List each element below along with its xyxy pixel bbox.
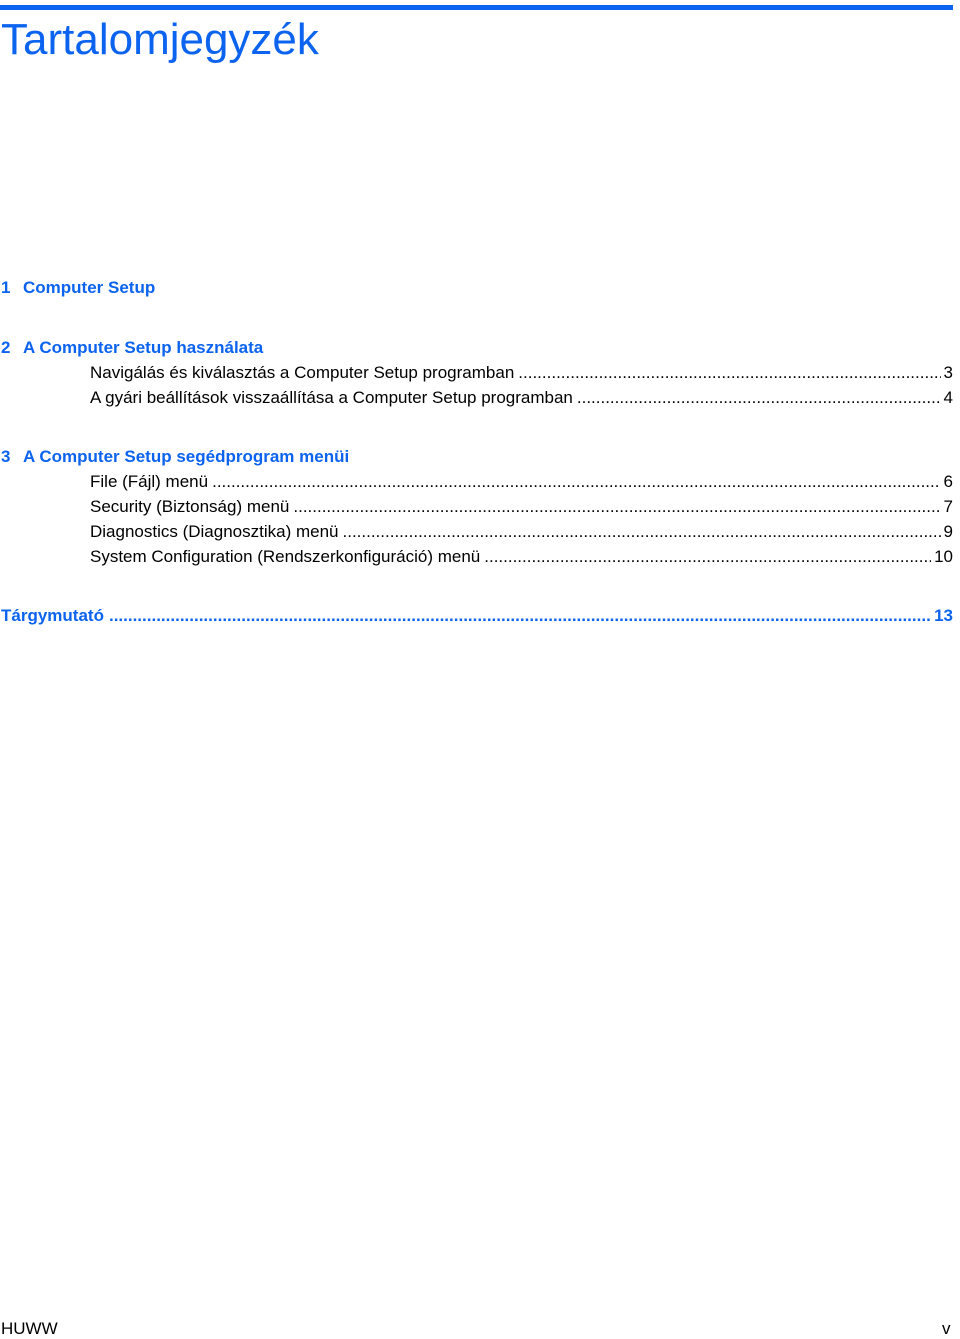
toc-entry-label: A gyári beállítások visszaállítása a Computer Setup programban bbox=[90, 388, 573, 407]
dot-leader bbox=[212, 472, 940, 492]
toc-entry-label: Security (Biztonság) menü bbox=[90, 497, 290, 516]
toc-entry-label: System Configuration (Rendszerkonfiguráció) menü bbox=[90, 547, 481, 566]
toc-entry-page: 4 bbox=[943, 388, 953, 407]
dot-leader bbox=[109, 606, 930, 626]
toc-entry-page: 3 bbox=[943, 363, 953, 382]
toc-entry-label: Navigálás és kiválasztás a Computer Setup programban bbox=[90, 363, 515, 382]
chapter-title: A Computer Setup segédprogram menüi bbox=[23, 447, 350, 466]
dot-leader bbox=[577, 388, 941, 408]
toc-entry-label: File (Fájl) menü bbox=[90, 472, 209, 491]
toc-entry[interactable] bbox=[90, 388, 953, 408]
dot-leader bbox=[293, 497, 940, 517]
toc-entry[interactable] bbox=[90, 497, 953, 517]
toc-entry-label: Diagnostics (Diagnosztika) menü bbox=[90, 522, 339, 541]
toc-entry-page: 10 bbox=[934, 547, 953, 566]
footer-doc-code: HUWW bbox=[1, 1319, 58, 1338]
footer-page-number: v bbox=[942, 1319, 951, 1338]
dot-leader bbox=[343, 522, 941, 542]
toc-entry[interactable] bbox=[90, 547, 953, 567]
dot-leader bbox=[518, 363, 940, 383]
dot-leader bbox=[484, 547, 931, 567]
toc-chapter-3[interactable] bbox=[0, 447, 953, 467]
toc-entry-page: 7 bbox=[943, 497, 953, 516]
toc-entry-page: 9 bbox=[943, 522, 953, 541]
toc-entry-page: 6 bbox=[943, 472, 953, 491]
index-label: Tárgymutató bbox=[1, 606, 104, 625]
chapter-title: A Computer Setup használata bbox=[23, 338, 264, 357]
chapter-number: 2 bbox=[1, 338, 11, 357]
toc-entry[interactable] bbox=[90, 363, 953, 383]
page-title: Tartalomjegyzék bbox=[1, 15, 319, 64]
index-page: 13 bbox=[934, 606, 953, 625]
top-rule bbox=[0, 5, 953, 10]
chapter-number: 3 bbox=[1, 447, 11, 466]
toc-chapter-2[interactable] bbox=[0, 338, 953, 358]
chapter-number: 1 bbox=[1, 278, 11, 297]
toc-entry[interactable] bbox=[90, 472, 953, 492]
toc-entry[interactable] bbox=[90, 522, 953, 542]
chapter-title: Computer Setup bbox=[23, 278, 156, 297]
toc-index-entry[interactable] bbox=[1, 606, 953, 626]
toc-chapter-1[interactable] bbox=[0, 278, 953, 298]
